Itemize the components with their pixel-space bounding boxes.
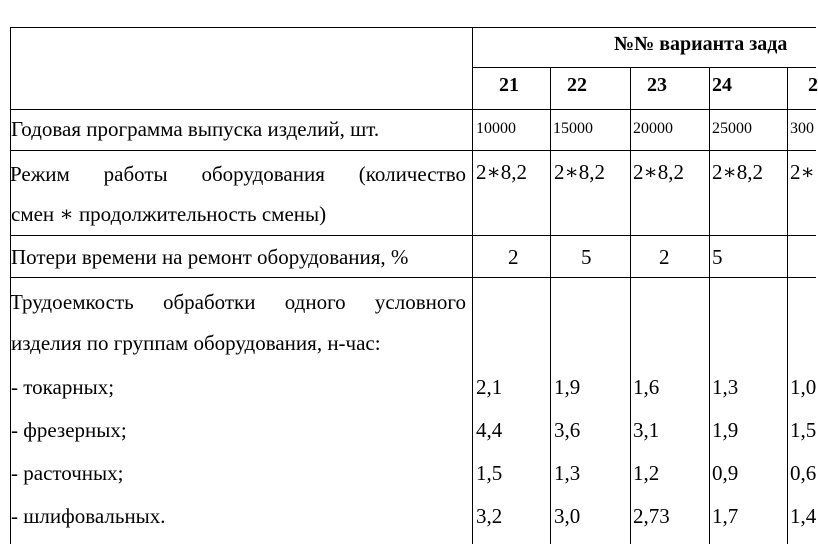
variant-number: 23: [647, 74, 667, 96]
table-cell: 1,3: [554, 461, 581, 485]
table-cell: 2∗8,2: [633, 160, 685, 184]
variant-number: 21: [499, 74, 519, 96]
table-cell: 0,9: [712, 461, 739, 485]
table-cell: 2∗8,2: [712, 160, 764, 184]
table-cell: 5: [712, 245, 723, 269]
variant-number: 22: [567, 74, 587, 96]
row-label-annual-program: Годовая программа выпуска изделий, шт.: [11, 117, 380, 141]
subrow-label-boring: - расточных;: [11, 461, 124, 485]
label-word: (количество: [358, 162, 466, 186]
table-cell: 10000: [476, 120, 516, 137]
table-cell: 1,2: [633, 461, 660, 485]
column-divider: [630, 67, 631, 544]
table-cell: 1,4: [790, 504, 817, 528]
header-divider: [472, 67, 816, 68]
table-cell: 300: [790, 120, 814, 137]
table-cell: 20000: [633, 120, 673, 137]
table-cell: 1,6: [633, 375, 660, 399]
table-cell: 25000: [712, 120, 752, 137]
table-cell: 4,4: [476, 418, 503, 442]
label-word: условного: [374, 290, 466, 314]
row-label-labor-intensity-line1: [10, 290, 466, 315]
label-word: обработки: [162, 290, 256, 314]
column-divider: [787, 67, 788, 544]
table-cell: 2∗: [790, 160, 815, 184]
table-cell: 1,0: [790, 375, 817, 399]
row-divider: [10, 235, 816, 236]
row-label-repair-losses: Потери времени на ремонт оборудования, %: [11, 245, 409, 269]
table-cell: 1,3: [712, 375, 739, 399]
table-cell: 2,73: [633, 504, 670, 528]
table-cell: 3,2: [476, 504, 503, 528]
table-cell: 1,7: [712, 504, 739, 528]
table-cell: 1,9: [554, 375, 581, 399]
subrow-label-turning: - токарных;: [11, 375, 115, 399]
variant-number: 24: [712, 74, 732, 96]
table-cell: 3,0: [554, 504, 581, 528]
table-cell: 2,1: [476, 375, 503, 399]
table-cell: 2∗8,2: [554, 160, 606, 184]
row-label-operating-mode-line2: смен ∗ продолжительность смены): [11, 202, 327, 226]
column-divider: [550, 67, 551, 544]
label-word: одного: [284, 290, 346, 314]
table-cell: 2: [508, 245, 519, 269]
variant-group-header: №№ варианта зада: [614, 33, 788, 55]
table-cell: 5: [581, 245, 592, 269]
row-label-labor-intensity-line2: изделия по группам оборудования, н-час:: [11, 331, 381, 355]
label-word: Трудоемкость: [10, 290, 134, 314]
row-divider: [10, 109, 816, 110]
table-cell: 15000: [553, 120, 593, 137]
row-divider: [10, 150, 816, 151]
label-word: работы: [103, 162, 168, 186]
table-border-top: [10, 27, 816, 28]
table-cell: 1,5: [476, 461, 503, 485]
column-divider: [472, 27, 473, 544]
table-cell: 2∗8,2: [476, 160, 528, 184]
column-divider: [709, 67, 710, 544]
table-cell: 2: [659, 245, 670, 269]
table-cell: 1,5: [790, 418, 817, 442]
subrow-label-milling: - фрезерных;: [11, 418, 127, 442]
table-cell: 3,6: [554, 418, 581, 442]
label-word: Режим: [10, 162, 70, 186]
subrow-label-grinding: - шлифовальных.: [11, 504, 166, 528]
table-cell: 1,9: [712, 418, 739, 442]
row-divider: [10, 277, 816, 278]
variant-number: 2: [808, 74, 818, 96]
table-cell: 3,1: [633, 418, 660, 442]
table-cell: 0,6: [790, 461, 817, 485]
label-word: оборудования: [201, 162, 325, 186]
row-label-operating-mode-line1: [10, 162, 466, 187]
